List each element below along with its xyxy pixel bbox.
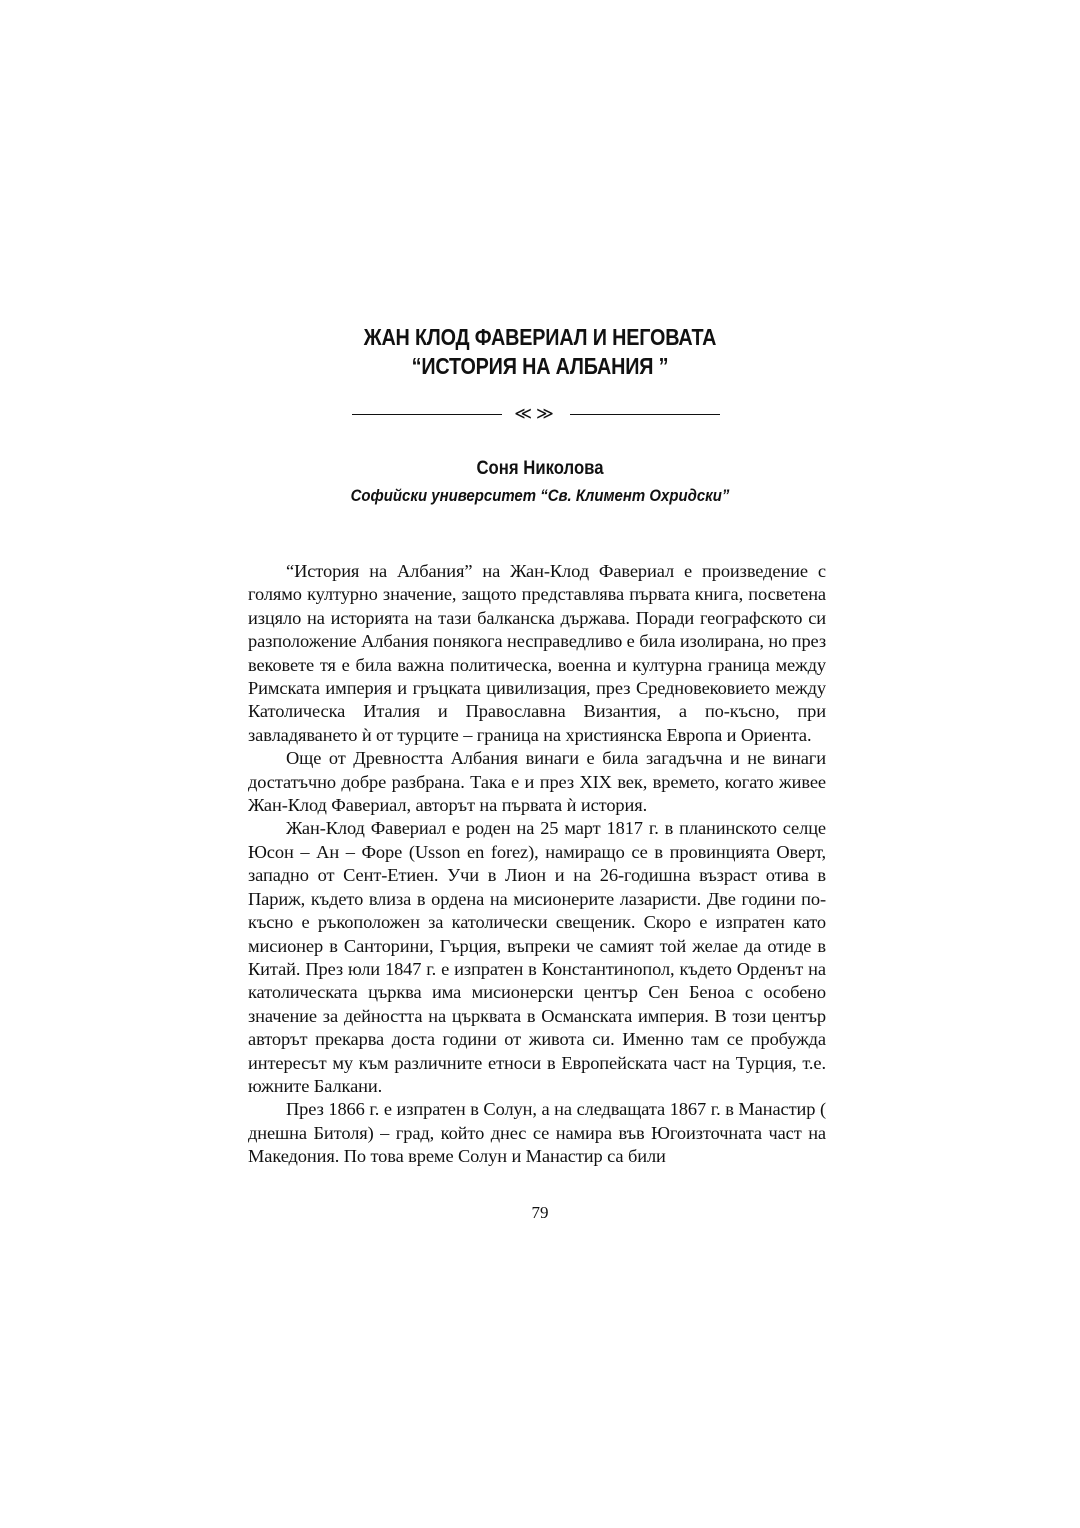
article-title-line-2: “ИСТОРИЯ НА АЛБАНИЯ ” <box>411 353 669 379</box>
ornament-rule-right <box>570 414 720 415</box>
ornament-rule-left <box>352 414 502 415</box>
title-ornament <box>352 404 720 424</box>
author-name: Соня Николова <box>476 458 604 479</box>
article-body <box>248 560 826 1169</box>
author-affiliation: Софийски университет “Св. Климент Охридски” <box>350 486 730 505</box>
ornament-glyph: ≪≫ <box>514 404 558 424</box>
article-title-line-1: ЖАН КЛОД ФАВЕРИАЛ И НЕГОВАТА <box>363 324 717 350</box>
body-paragraph-4: През 1866 г. е изпратен в Солун, а на следващата 1867 г. в Манастир ( днешна Битоля) – град, който днес се намира във Югоизточната част на Македония. По това време Солун и Манастир са били <box>248 1099 826 1167</box>
body-paragraph-3: Жан-Клод Фавериал е роден на 25 март 1817 г. в планинското селце Юсон – Ан – Форе (Usson en forez), намиращо се в провинцията Оверт, западно от Сент-Етиен. Учи в Лион и на 26-годишна възраст отива в Париж, където влиза в ордена на мисионерите лазаристи. Две години по-късно е ръкоположен за католически свещеник. Скоро е изпратен като мисионер в Санторини, Гърция, въпреки че самият той желае да отиде в Китай. През юли 1847 г. е изпратен в Константинопол, където Орденът на католическата църква има мисионерски център Сен Беноа с особено значение за дейността на църквата в Османската империя. В този център авторът прекарва доста години от живота си. Именно там се пробужда интересът му към различните етноси в Европейската част на Турция, т.е. южните Балкани. <box>248 818 826 1096</box>
page-number: 79 <box>531 1203 549 1222</box>
article-title <box>76 323 1005 381</box>
body-paragraph-2: Още от Древността Албания винаги е била загадъчна и не винаги достатъчно добре разбрана. Така е и през XIX век, времето, когато живее Жан-Клод Фавериал, авторът на първата ѝ история. <box>248 748 826 816</box>
body-paragraph-1: “История на Албания” на Жан-Клод Фавериал е произведение с голямо културно значение, защото представлява първата книга, посветена изцяло на историята на тази балканска държава. Поради географското си разположение Албания понякога несправедливо е била изолирана, но през вековете тя е била важна политическа, военна и културна граница между Римската империя и гръцката цивилизация, през Средновековието между Католическа Италия и Православна Византия, а по-късно, при завладяването ѝ от турците – граница на християнска Европа и Ориента. <box>248 561 826 745</box>
